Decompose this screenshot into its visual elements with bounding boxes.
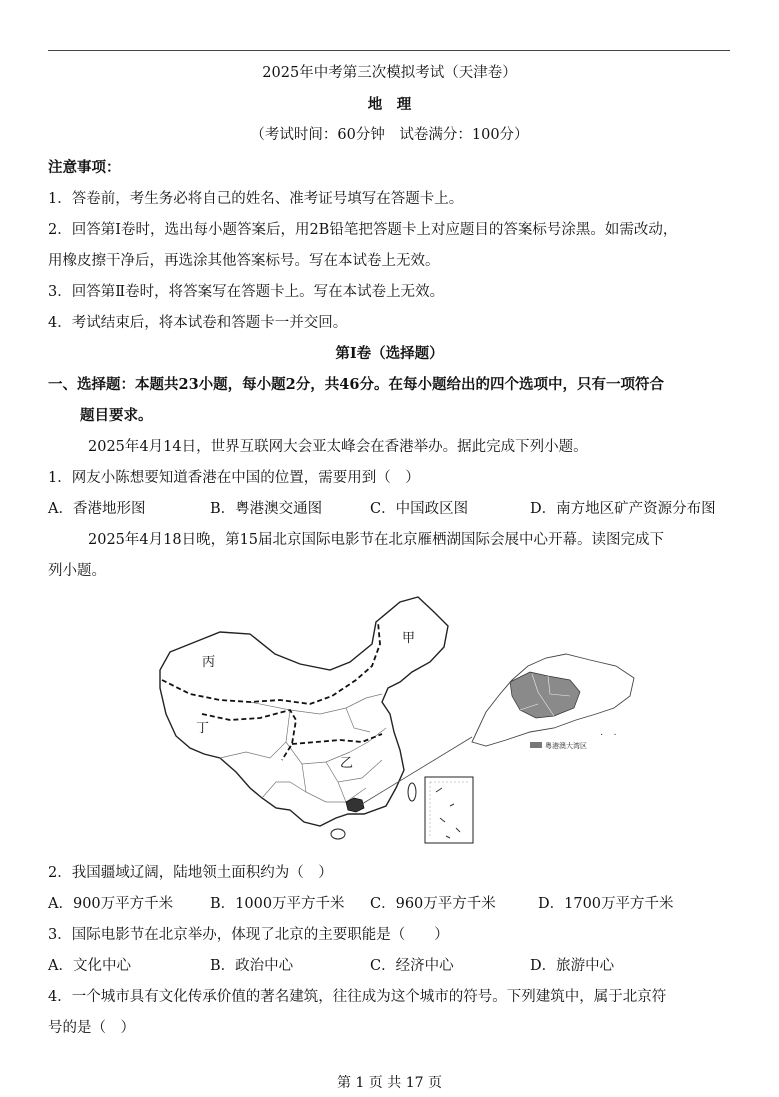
header-rule	[48, 50, 730, 51]
context-paragraph-2: 2025年4月18日晚，第15届北京国际电影节在北京雁栖湖国际会展中心开幕。读图完成下	[88, 532, 665, 548]
question-4-stem-cont: 号的是（ ）	[48, 1020, 135, 1036]
q3-option-d: D．旅游中心	[530, 958, 615, 974]
south-china-sea-inset	[425, 777, 473, 843]
context-paragraph: 2025年4月14日，世界互联网大会亚太峰会在香港举办。据此完成下列小题。	[88, 439, 588, 455]
map-label-bing: 丙	[202, 655, 216, 670]
question-4-stem: 4．一个城市具有文化传承价值的著名建筑，往往成为这个城市的符号。下列建筑中，属于北京符	[48, 989, 667, 1005]
question-2-stem: 2．我国疆域辽阔，陆地领土面积约为（ ）	[48, 865, 333, 881]
section-instruction: 一、选择题：本题共23小题，每小题2分，共46分。在每小题给出的四个选项中，只有一项符合	[48, 376, 664, 393]
section-title: 第Ⅰ卷（选择题）	[335, 345, 444, 362]
hainan-island	[331, 829, 345, 839]
notice-heading: 注意事项：	[48, 159, 121, 176]
map-label-ding: 丁	[196, 721, 210, 736]
q2-option-b: B．1000万平方千米	[210, 896, 345, 912]
q3-option-a: A．文化中心	[48, 958, 131, 974]
exam-info: （考试时间：60分钟 试卷满分：100分）	[250, 127, 529, 143]
context-paragraph-2-cont: 列小题。	[48, 563, 106, 579]
notice-item: 4．考试结束后，将本试卷和答题卡一并交回。	[48, 315, 348, 331]
section-instruction-cont: 题目要求。	[80, 407, 153, 424]
notice-item: 2．回答第Ⅰ卷时，选出每小题答案后，用2B铅笔把答题卡上对应题目的答案标号涂黑。如需改动，	[48, 222, 678, 238]
inset-legend: 粤港澳大湾区	[545, 743, 587, 750]
taiwan-island	[408, 783, 416, 801]
notice-item: 3．回答第Ⅱ卷时，将答案写在答题卡上。写在本试卷上无效。	[48, 284, 445, 300]
q2-option-a: A．900万平方千米	[48, 896, 174, 912]
map-label-jia: 甲	[402, 631, 416, 646]
q2-option-d: D．1700万平方千米	[538, 896, 674, 912]
q1-option-c: C．中国政区图	[370, 501, 469, 517]
q3-option-c: C．经济中心	[370, 958, 454, 974]
exam-title: 2025年中考第三次模拟考试（天津卷）	[262, 65, 517, 81]
china-map-figure	[150, 592, 650, 850]
question-3-stem: 3．国际电影节在北京举办，体现了北京的主要职能是（ ）	[48, 927, 449, 943]
subject-title: 地 理	[367, 96, 412, 113]
china-map-svg	[150, 592, 650, 850]
notice-item: 1．答卷前，考生务必将自己的姓名、准考证号填写在答题卡上。	[48, 191, 464, 207]
page-footer: 第 1 页 共 17 页	[337, 1075, 442, 1091]
q2-option-c: C．960万平方千米	[370, 896, 496, 912]
q1-option-b: B．粤港澳交通图	[210, 501, 323, 517]
notice-item: 用橡皮擦干净后，再选涂其他答案标号。写在本试卷上无效。	[48, 253, 440, 269]
inset-dots: · ·	[600, 729, 617, 740]
q1-option-d: D．南方地区矿产资源分布图	[530, 501, 716, 517]
question-1-stem: 1．网友小陈想要知道香港在中国的位置，需要用到（ ）	[48, 470, 420, 486]
q3-option-b: B．政治中心	[210, 958, 294, 974]
q1-option-a: A．香港地形图	[48, 501, 146, 517]
map-label-yi: 乙	[340, 756, 354, 771]
